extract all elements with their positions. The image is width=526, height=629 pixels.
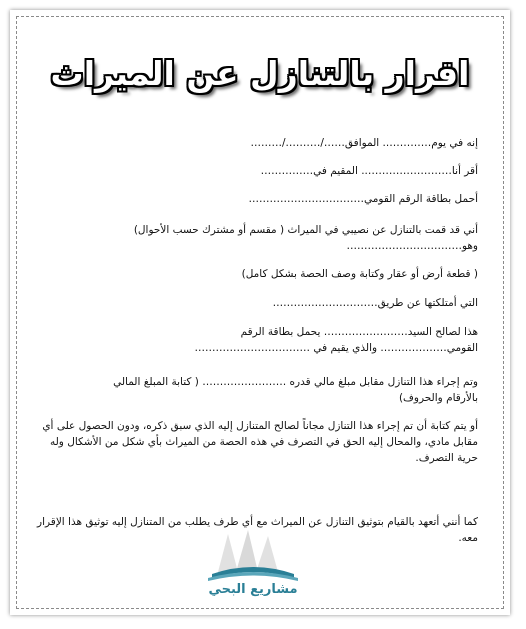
payment-format-line: بالأرقام والحروف) — [398, 392, 478, 404]
free-transfer-paragraph: أو يتم كتابة أن تم إجراء هذا التنازل مجاناً لصالح المتنازل إليه الذي سبق ذكره، ودون الحصول على أي مقابل مادي، والمحال إليه الحق في التصرف في هذه الحصة من الميراث بأي شكل من الأشكال وله حرية التصرف. — [42, 420, 478, 464]
date-line: إنه في يوم………….. الموافق……/………./……… — [250, 137, 478, 149]
payment-amount-line: وتم إجراء هذا التنازل مقابل مبلغ مالي قدره …………………… ( كتابة المبلغ المالي — [113, 376, 478, 388]
beneficiary-residence-line: القومي………………. والذي يقيم في …………………………… — [194, 342, 478, 354]
watermark-text: مشاريع البحي — [208, 582, 298, 597]
property-description-line: ( قطعة أرض أو عقار وكتابة وصف الحصة بشكل كامل) — [241, 268, 478, 280]
ownership-method-line: التي أمتلكتها عن طريق………………………… — [272, 297, 478, 309]
watermark-logo — [198, 522, 308, 610]
waiver-statement-line: أني قد قمت بالتنازل عن نصيبي في الميراث ( مقسم أو مشترك حسب الأحوال) — [133, 224, 478, 236]
document-title: اقرار بالتنازل عن الميراث — [50, 54, 470, 93]
waiver-share-line: وهو…………………………… — [346, 240, 478, 252]
book-pages-icon — [198, 522, 308, 582]
national-id-line: أحمل بطاقة الرقم القومي…………………………… — [248, 193, 478, 205]
declarant-line: أقر أنا…………………….. المقيم في…………… — [260, 165, 478, 177]
notarization-paragraph: كما أنني أتعهد بالقيام بتوثيق التنازل عن الميراث مع أي طرف يطلب من المتنازل إليه توثيق هذا الإقرار معه. — [37, 516, 478, 544]
beneficiary-line: هذا لصالح السيد…………………… يحمل بطاقة الرقم — [240, 326, 478, 338]
document-page — [10, 10, 510, 615]
